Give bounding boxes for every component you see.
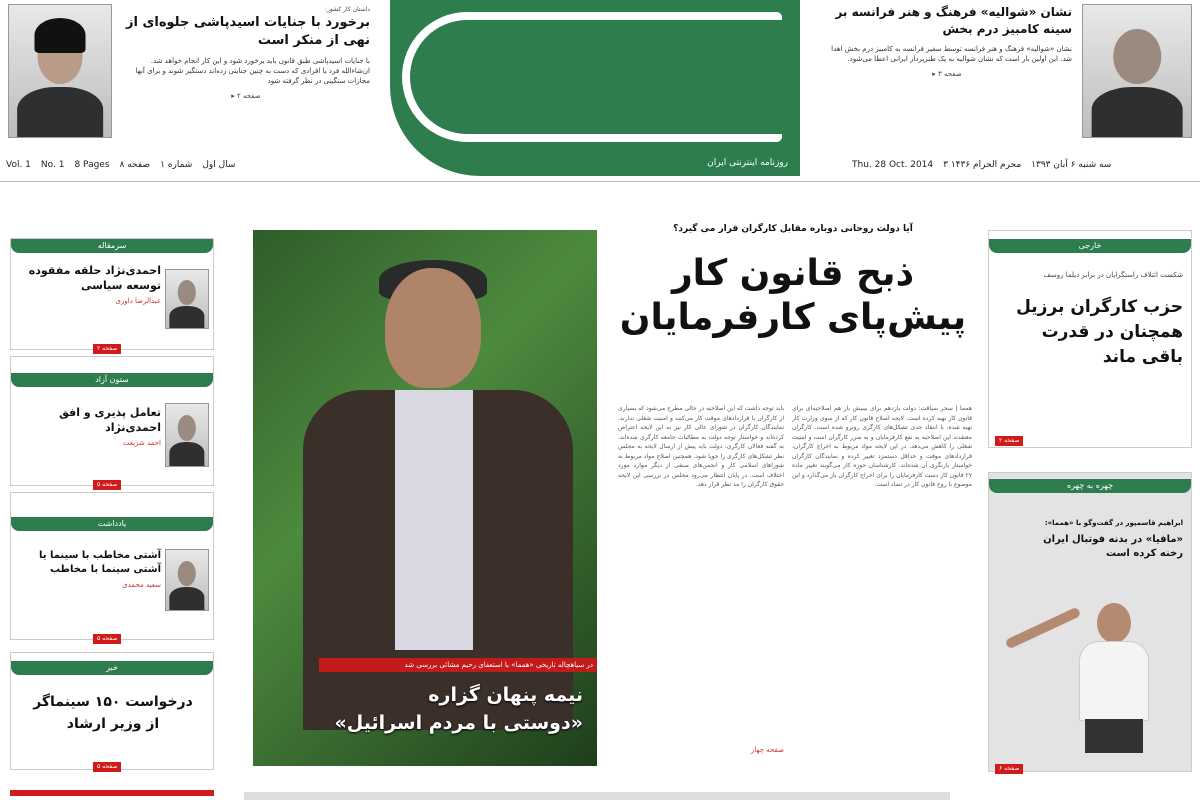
left-teaser-body: با جنایات اسیدپاشی طبق قانون باید برخورد شود و این کار انجام خواهد شد. ان‌شاءالله فرد یا افرادی که دست به چنین جنایتی زده‌اند دستگیر شوند و برای آنها مجازات سنگینی در نظر گرفته شود [135, 57, 370, 85]
section-label: سرمقاله [11, 239, 213, 253]
section-label: ستون آزاد [11, 373, 213, 387]
date-solar: سه شنبه ۶ آبان ۱۳۹۳ [1031, 160, 1112, 170]
issue-number: No. 1 [40, 160, 65, 170]
section-label: خبر [11, 661, 213, 675]
left-item-2[interactable] [10, 356, 214, 486]
item-author: احمد شریعت [122, 439, 161, 447]
author-photo [165, 549, 209, 611]
author-photo [165, 403, 209, 467]
right-teaser-title: نشان «شوالیه» فرهنگ و هنر فرانسه بر سینه کامبیز درم بخش [835, 5, 1072, 36]
page-tag[interactable]: صفحه ۲ [995, 436, 1023, 446]
photo-caption-line2: «دوستی با مردم اسرائیل» [334, 712, 583, 734]
date-gregorian: Thu. 28 Oct. 2014 [852, 160, 934, 170]
main-story-col-right: همما | سحر سیاقت: دولت یازدهم برای بیبیش باز هم اصلاحیه‌ای برای قانون کار تهیه کرده است. لایحه اصلاح قانون کار که از سوی وزارت کار تهیه شده، با انتقاد جدی تشکل‌های کارگری روبرو شده است. کارگران معتقدند این اصلاحیه به نفع کارفرمایان و به ضرر کارگران است و امنیت شغلی را کاهش می‌دهد. در این لایحه مواد مربوط به اخراج کارگران، قراردادهای موقت و حداقل دستمزد تغییر کرده و نمایندگان کارگران خواستار بازنگری آن شده‌اند. کارشناسان حوزه کار می‌گویند تغییر ماده ۲۷ قانون کار دست کارفرمایان را برای اخراج کارگران باز می‌گذارد و این موضوع با روح قانون کار در تضاد است. [792, 405, 972, 488]
interview-kicker: ابراهیم قاسمپور در گفت‌وگو با «همما»: [1044, 519, 1183, 527]
right-top-title: حزب کارگران برزیل همچنان در قدرت باقی ماند [1016, 297, 1183, 367]
left-portrait [8, 4, 112, 138]
section-label: چهره به چهره [989, 479, 1191, 493]
page-tag[interactable]: صفحه ۶ [995, 764, 1023, 774]
left-teaser-title: برخورد با جنایات اسیدپاشی جلوه‌ای از نهی از منکر است [126, 15, 370, 48]
item-title: احمدی‌نژاد حلقه مفقوده توسعه سیاسی [28, 264, 161, 292]
section-label: خارجی [989, 239, 1191, 253]
main-story-col-left: باید توجه داشت که این اصلاحیه در حالی مطرح می‌شود که بسیاری از کارگران با قراردادهای موقت کار می‌کنند و امنیت شغلی ندارند. نمایندگان کارگران در شورای عالی کار نیز به این لایحه اعتراض کرده‌اند و خواستار توجه دولت به مطالبات جامعه کارگری شده‌اند. به گفته فعالان کارگری، دولت باید پیش از ارسال لایحه به مجلس نظر تشکل‌های کارگری را جویا شود. همچنین اصلاح مواد مربوط به شوراهای اسلامی کار و انجمن‌های صنفی از دیگر موارد مورد اختلاف است. در پایان انتظار می‌رود مجلس در بررسی این لایحه حقوق کارگران را مد نظر قرار دهد. [618, 405, 784, 488]
issue-year-fa: سال اول [202, 160, 236, 170]
page-tag[interactable]: صفحه ۵ [93, 762, 121, 772]
left-teaser-author: صفحه ۲ ▸ [122, 92, 370, 100]
item-title: آشتی مخاطب با سینما یا آشتی سینما با مخاطب [38, 550, 161, 575]
newspaper-logo[interactable] [390, 0, 800, 176]
left-item-4[interactable] [10, 652, 214, 770]
item-title: تعامل پذیری و افق احمدی‌نژاد [59, 406, 161, 434]
issue-volume: Vol. 1 [6, 160, 31, 170]
item-author: سعید محمدی [122, 581, 161, 589]
issue-date [852, 156, 1196, 174]
main-story-continue[interactable]: صفحه چهار [750, 746, 784, 754]
divider [10, 790, 214, 796]
item-title: درخواست ۱۵۰ سینماگر از وزیر ارشاد [33, 694, 193, 732]
right-teaser[interactable] [822, 4, 1072, 78]
item-author: عبدالرضا داوری [115, 297, 161, 305]
issue-number-fa: شماره ۱ [160, 160, 193, 170]
masthead [0, 0, 1200, 182]
interview-title: «مافیا» در بدنه فوتبال ایران رخنه کرده است [1043, 534, 1183, 559]
author-photo [165, 269, 209, 329]
right-top-kicker: شکست ائتلاف راستگرایان در برابر دیلما روسف [1043, 271, 1183, 279]
left-teaser-kicker: داستان کار کشور: [324, 6, 370, 13]
left-teaser[interactable] [122, 6, 370, 100]
main-kicker: آیا دولت روحانی دوباره مقابل کارگران قرار می گیرد؟ [673, 224, 913, 234]
left-item-3[interactable] [10, 492, 214, 640]
main-headline-1: ذبح قانون کار [671, 253, 915, 294]
issue-pages-fa: ۸ صفحه [119, 160, 151, 170]
left-item-1[interactable] [10, 238, 214, 350]
right-interview[interactable] [988, 472, 1192, 772]
main-story[interactable] [612, 222, 974, 340]
right-item-top[interactable] [988, 230, 1192, 448]
footer-strip [244, 792, 950, 800]
logo-subtitle: روزنامه اینترنتی ایران [707, 158, 788, 168]
interview-photo [1059, 603, 1169, 753]
page-tag[interactable]: صفحه ۲ [93, 344, 121, 354]
right-portrait [1082, 4, 1192, 138]
center-feature-photo[interactable] [253, 230, 597, 766]
page-tag[interactable]: صفحه ۵ [93, 634, 121, 644]
section-label: یادداشت [11, 517, 213, 531]
issue-pages: 8 Pages [74, 160, 110, 170]
date-hijri: ۳ محرم الحرام ۱۴۳۶ [943, 160, 1022, 170]
right-teaser-body: نشان «شوالیه» فرهنگ و هنر فرانسه توسط سفیر فرانسه به کامبیز درم بخش اهدا شد. این اولین بار است که نشان شوالیه به یک طنزپرداز ایرانی اعطا می‌شود. [831, 45, 1072, 63]
main-headline-2: پیش‌پای کارفرمایان [619, 297, 967, 338]
photo-caption-small: در سیاهچاله تاریخی «همما» با استعفای رحیم مشائی بررسی شد [319, 658, 597, 672]
page-tag[interactable]: صفحه ۵ [93, 480, 121, 490]
right-teaser-author: صفحه ۳ ▸ [822, 70, 1072, 78]
issue-info-left [6, 156, 386, 174]
photo-caption-line1: نیمه پنهان گزاره [428, 684, 583, 706]
